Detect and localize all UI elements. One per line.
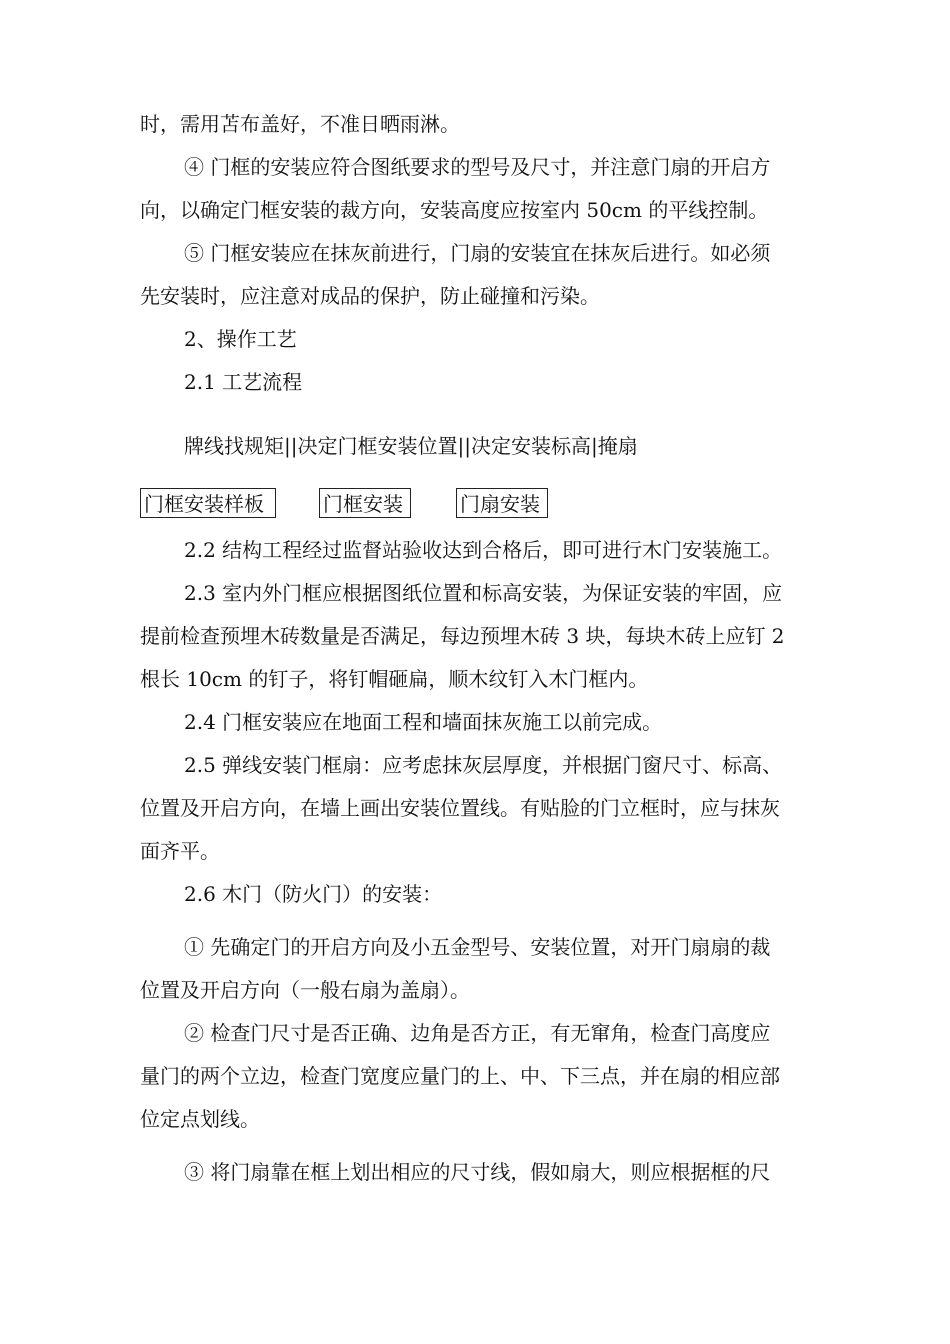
paragraph-line: 先安装时，应注意对成品的保护，防止碰撞和污染。: [140, 284, 600, 308]
paragraph-line: 位置及开启方向（一般右扇为盖扇）。: [140, 978, 470, 1002]
subsection-heading: 2.1 工艺流程: [184, 370, 303, 394]
paragraph-line: 面齐平。: [140, 839, 220, 863]
paragraph-line: 向，以确定门框安装的裁方向，安装高度应按室内 50cm 的平线控制。: [140, 198, 769, 222]
flow-box-frame-template: 门框安装样板: [140, 488, 276, 518]
paragraph-line: ④ 门框的安装应符合图纸要求的型号及尺寸，并注意门扇的开启方: [184, 155, 771, 179]
paragraph-line: 2.5 弹线安装门框扇：应考虑抹灰层厚度，并根据门窗尺寸、标高、: [184, 753, 783, 777]
paragraph-line: 2.3 室内外门框应根据图纸位置和标高安装，为保证安装的牢固，应: [184, 581, 783, 605]
paragraph-line: 量门的两个立边，检查门宽度应量门的上、中、下三点，并在扇的相应部: [140, 1064, 780, 1088]
flow-box-leaf-install: 门扇安装: [456, 488, 548, 518]
flow-box-frame-install: 门框安装: [319, 488, 411, 518]
section-heading: 2、操作工艺: [184, 327, 297, 351]
paragraph-line: 2.2 结构工程经过监督站验收达到合格后，即可进行木门安装施工。: [184, 538, 783, 562]
paragraph-line: 时，需用苫布盖好，不准日晒雨淋。: [140, 112, 460, 136]
process-flow-text: 牌线找规矩||决定门框安装位置||决定安装标高|掩扇: [184, 434, 638, 458]
paragraph-line: 根长 10cm 的钉子，将钉帽砸扁，顺木纹钉入木门框内。: [140, 667, 649, 691]
paragraph-line: 位置及开启方向，在墙上画出安装位置线。有贴脸的门立框时，应与抹灰: [140, 796, 780, 820]
paragraph-line: 提前检查预埋木砖数量是否满足，每边预埋木砖 3 块，每块木砖上应钉 2: [140, 624, 785, 648]
paragraph-line: 位定点划线。: [140, 1107, 260, 1131]
paragraph-line: ② 检查门尺寸是否正确、边角是否方正，有无窜角，检查门高度应: [184, 1021, 771, 1045]
paragraph-line: ③ 将门扇靠在框上划出相应的尺寸线，假如扇大，则应根据框的尺: [184, 1160, 771, 1184]
paragraph-line: ① 先确定门的开启方向及小五金型号、安装位置，对开门扇扇的裁: [184, 935, 771, 959]
paragraph-line: ⑤ 门框安装应在抹灰前进行，门扇的安装宜在抹灰后进行。如必须: [184, 241, 771, 265]
paragraph-line: 2.6 木门（防火门）的安装：: [184, 882, 443, 906]
paragraph-line: 2.4 门框安装应在地面工程和墙面抹灰施工以前完成。: [184, 710, 663, 734]
